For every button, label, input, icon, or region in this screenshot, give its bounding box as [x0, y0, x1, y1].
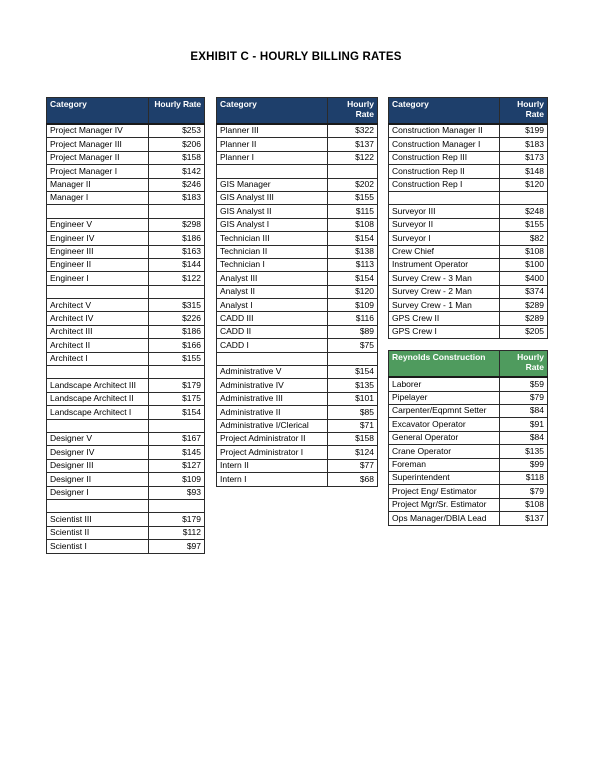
rate-cell: $154 — [328, 232, 378, 245]
rate-row — [389, 445, 548, 458]
rate-row — [47, 272, 205, 285]
rate-row — [217, 312, 378, 325]
category-cell — [47, 419, 149, 432]
page-title: EXHIBIT C - HOURLY BILLING RATES — [190, 51, 402, 63]
spacer-row — [47, 499, 205, 512]
rate-row — [217, 379, 378, 392]
rate-cell: $93 — [149, 486, 205, 499]
category-cell: Administrative IV — [217, 379, 328, 392]
rate-cell: $199 — [500, 124, 548, 138]
category-cell: Intern I — [217, 473, 328, 486]
rate-row — [47, 459, 205, 472]
category-cell: Construction Manager II — [389, 124, 500, 138]
rate-cell: $77 — [328, 459, 378, 472]
rate-cell: $120 — [500, 178, 548, 191]
category-cell: GIS Analyst III — [217, 191, 328, 204]
rate-row — [389, 512, 548, 525]
table-header-row — [217, 98, 378, 125]
rate-row — [47, 151, 205, 164]
rate-cell: $253 — [149, 124, 205, 138]
rate-row — [217, 473, 378, 486]
rate-cell: $99 — [500, 458, 548, 471]
category-cell — [47, 285, 149, 298]
rate-row — [47, 473, 205, 486]
rate-row — [47, 245, 205, 258]
rate-row — [217, 191, 378, 204]
rate-row — [217, 124, 378, 138]
category-cell: Planner I — [217, 151, 328, 164]
rate-cell: $109 — [328, 299, 378, 312]
rate-row — [389, 272, 548, 285]
rate-cell: $89 — [328, 325, 378, 338]
category-cell: Designer IV — [47, 446, 149, 459]
rate-cell: $175 — [149, 392, 205, 405]
rate-row — [389, 218, 548, 231]
billing-rates-table-1 — [46, 97, 205, 554]
billing-rates-table-3 — [388, 97, 548, 339]
rate-cell: $289 — [500, 312, 548, 325]
rate-cell: $186 — [149, 325, 205, 338]
rate-cell: $135 — [500, 445, 548, 458]
category-cell: Project Manager I — [47, 165, 149, 178]
rate-row — [47, 178, 205, 191]
category-cell: Engineer IV — [47, 232, 149, 245]
category-cell: Ops Manager/DBIA Lead — [389, 512, 500, 525]
rate-cell: $155 — [149, 352, 205, 365]
table-header-row — [389, 98, 548, 125]
category-cell: Technician III — [217, 232, 328, 245]
category-cell: Designer II — [47, 473, 149, 486]
rate-cell — [500, 191, 548, 204]
rate-cell: $315 — [149, 299, 205, 312]
category-cell: Survey Crew - 3 Man — [389, 272, 500, 285]
category-cell: Planner II — [217, 138, 328, 151]
reynolds-construction-header: Reynolds Construction — [389, 351, 500, 378]
rate-cell: $142 — [149, 165, 205, 178]
rate-row — [217, 325, 378, 338]
category-cell: Scientist I — [47, 540, 149, 553]
rate-cell: $167 — [149, 432, 205, 445]
rate-row — [217, 258, 378, 271]
rate-row — [389, 418, 548, 431]
rate-cell: $85 — [328, 406, 378, 419]
rate-row — [217, 392, 378, 405]
category-cell: Designer V — [47, 432, 149, 445]
rate-row — [47, 138, 205, 151]
rate-row — [47, 392, 205, 405]
category-cell: CADD III — [217, 312, 328, 325]
rate-row — [217, 178, 378, 191]
rate-cell: $155 — [500, 218, 548, 231]
category-cell: General Operator — [389, 431, 500, 444]
rate-cell: $202 — [328, 178, 378, 191]
rate-row — [217, 205, 378, 218]
rate-cell: $163 — [149, 245, 205, 258]
rate-cell: $226 — [149, 312, 205, 325]
rate-cell: $400 — [500, 272, 548, 285]
rate-row — [47, 486, 205, 499]
category-cell: Survey Crew - 1 Man — [389, 299, 500, 312]
billing-rates-table-2 — [216, 97, 378, 487]
rate-cell: $71 — [328, 419, 378, 432]
rate-cell: $179 — [149, 513, 205, 526]
rate-cell: $173 — [500, 151, 548, 164]
category-cell: Scientist III — [47, 513, 149, 526]
spacer-row — [47, 205, 205, 218]
rate-cell: $183 — [149, 191, 205, 204]
category-cell: Project Eng/ Estimator — [389, 485, 500, 498]
rate-cell: $179 — [149, 379, 205, 392]
category-cell: Project Administrator II — [217, 432, 328, 445]
rate-cell: $122 — [149, 272, 205, 285]
rate-cell — [328, 352, 378, 365]
category-cell: Crew Chief — [389, 245, 500, 258]
rate-cell: $112 — [149, 526, 205, 539]
table-header-row — [47, 98, 205, 125]
rate-cell: $116 — [328, 312, 378, 325]
rate-row — [217, 406, 378, 419]
rate-cell: $298 — [149, 218, 205, 231]
category-cell: Architect V — [47, 299, 149, 312]
rate-cell: $322 — [328, 124, 378, 138]
category-cell: Engineer III — [47, 245, 149, 258]
rate-cell: $59 — [500, 377, 548, 391]
category-cell: Surveyor III — [389, 205, 500, 218]
rate-cell: $137 — [328, 138, 378, 151]
rate-row — [47, 540, 205, 553]
rate-cell: $206 — [149, 138, 205, 151]
rate-cell: $108 — [328, 218, 378, 231]
category-cell: CADD I — [217, 339, 328, 352]
rate-row — [47, 526, 205, 539]
category-cell: Crane Operator — [389, 445, 500, 458]
category-cell — [217, 352, 328, 365]
category-cell: Excavator Operator — [389, 418, 500, 431]
rate-row — [389, 471, 548, 484]
rates-column-2 — [216, 97, 377, 487]
category-cell: Construction Rep I — [389, 178, 500, 191]
rate-cell: $100 — [500, 258, 548, 271]
category-cell: Foreman — [389, 458, 500, 471]
rate-cell: $138 — [328, 245, 378, 258]
rate-cell: $108 — [500, 245, 548, 258]
category-cell: Architect IV — [47, 312, 149, 325]
spacer-row — [217, 352, 378, 365]
category-cell: GIS Manager — [217, 178, 328, 191]
rate-row — [47, 513, 205, 526]
rate-row — [217, 232, 378, 245]
category-header: Category — [217, 98, 328, 125]
rate-row — [47, 299, 205, 312]
rate-cell: $79 — [500, 391, 548, 404]
rate-cell: $148 — [500, 165, 548, 178]
rate-cell — [149, 419, 205, 432]
rate-cell: $122 — [328, 151, 378, 164]
rate-row — [389, 151, 548, 164]
category-cell: Administrative II — [217, 406, 328, 419]
category-cell: Superintendent — [389, 471, 500, 484]
hourly-rate-header: Hourly Rate — [500, 351, 548, 378]
rate-cell: $186 — [149, 232, 205, 245]
rate-cell: $289 — [500, 299, 548, 312]
rate-cell: $127 — [149, 459, 205, 472]
hourly-rate-header: Hourly Rate — [149, 98, 205, 125]
category-cell: Scientist II — [47, 526, 149, 539]
rate-cell: $158 — [149, 151, 205, 164]
rate-row — [217, 151, 378, 164]
category-cell: Project Manager III — [47, 138, 149, 151]
rate-cell: $113 — [328, 258, 378, 271]
category-header: Category — [389, 98, 500, 125]
rate-row — [389, 124, 548, 138]
rate-row — [389, 285, 548, 298]
category-cell: Architect II — [47, 339, 149, 352]
rate-row — [389, 325, 548, 338]
rate-cell: $183 — [500, 138, 548, 151]
rate-row — [47, 432, 205, 445]
rate-cell: $246 — [149, 178, 205, 191]
category-cell: Survey Crew - 2 Man — [389, 285, 500, 298]
category-cell: GIS Analyst II — [217, 205, 328, 218]
rate-cell: $124 — [328, 446, 378, 459]
category-header: Category — [47, 98, 149, 125]
rate-row — [217, 299, 378, 312]
category-cell: Project Manager II — [47, 151, 149, 164]
category-cell: Project Manager IV — [47, 124, 149, 138]
category-cell: Construction Manager I — [389, 138, 500, 151]
rate-row — [217, 218, 378, 231]
reynolds-construction-table — [388, 350, 548, 525]
rate-cell: $109 — [149, 473, 205, 486]
rate-row — [217, 366, 378, 379]
rate-cell: $97 — [149, 540, 205, 553]
rate-cell: $120 — [328, 285, 378, 298]
category-cell: Engineer I — [47, 272, 149, 285]
spacer-row — [47, 366, 205, 379]
rate-row — [47, 312, 205, 325]
rate-row — [47, 165, 205, 178]
category-cell: Technician II — [217, 245, 328, 258]
category-cell: Designer III — [47, 459, 149, 472]
category-cell: Architect I — [47, 352, 149, 365]
category-cell: Pipelayer — [389, 391, 500, 404]
rate-row — [217, 459, 378, 472]
category-cell: Project Mgr/Sr. Estimator — [389, 498, 500, 511]
rate-row — [47, 124, 205, 138]
category-cell: Landscape Architect II — [47, 392, 149, 405]
rate-cell: $135 — [328, 379, 378, 392]
category-cell: Designer I — [47, 486, 149, 499]
rate-row — [47, 339, 205, 352]
category-cell: CADD II — [217, 325, 328, 338]
category-cell: Analyst I — [217, 299, 328, 312]
rate-row — [389, 498, 548, 511]
rate-row — [389, 299, 548, 312]
rate-row — [47, 325, 205, 338]
category-cell: Administrative V — [217, 366, 328, 379]
rate-row — [47, 218, 205, 231]
category-cell: Laborer — [389, 377, 500, 391]
rate-cell: $79 — [500, 485, 548, 498]
category-cell: Engineer V — [47, 218, 149, 231]
rate-cell: $75 — [328, 339, 378, 352]
rate-row — [389, 245, 548, 258]
rate-row — [217, 432, 378, 445]
category-cell: Engineer II — [47, 258, 149, 271]
category-cell: Construction Rep III — [389, 151, 500, 164]
rate-row — [389, 391, 548, 404]
category-cell — [47, 205, 149, 218]
rate-row — [217, 245, 378, 258]
rate-row — [389, 258, 548, 271]
rate-cell: $248 — [500, 205, 548, 218]
rates-column-1 — [46, 97, 204, 554]
rate-cell: $145 — [149, 446, 205, 459]
spacer-row — [217, 165, 378, 178]
rate-row — [47, 352, 205, 365]
rate-cell: $137 — [500, 512, 548, 525]
rate-row — [47, 258, 205, 271]
category-cell: Instrument Operator — [389, 258, 500, 271]
table-header-row — [389, 351, 548, 378]
rate-cell: $68 — [328, 473, 378, 486]
rate-cell: $154 — [328, 366, 378, 379]
rate-cell: $154 — [149, 406, 205, 419]
rate-cell: $91 — [500, 418, 548, 431]
spacer-row — [47, 419, 205, 432]
category-cell: GPS Crew I — [389, 325, 500, 338]
rate-cell: $154 — [328, 272, 378, 285]
rate-cell: $166 — [149, 339, 205, 352]
rate-cell: $84 — [500, 405, 548, 418]
rate-cell: $205 — [500, 325, 548, 338]
rate-cell: $115 — [328, 205, 378, 218]
category-cell: Administrative III — [217, 392, 328, 405]
rate-cell: $84 — [500, 431, 548, 444]
rate-row — [47, 406, 205, 419]
rate-row — [217, 285, 378, 298]
spacer-row — [47, 285, 205, 298]
rate-row — [389, 431, 548, 444]
rate-row — [389, 232, 548, 245]
rate-cell — [328, 165, 378, 178]
category-cell: Surveyor I — [389, 232, 500, 245]
rate-cell: $101 — [328, 392, 378, 405]
rate-cell: $155 — [328, 191, 378, 204]
category-cell: Surveyor II — [389, 218, 500, 231]
rate-cell — [149, 366, 205, 379]
category-cell: Manager I — [47, 191, 149, 204]
rate-cell: $108 — [500, 498, 548, 511]
rate-row — [47, 191, 205, 204]
rate-cell: $82 — [500, 232, 548, 245]
rate-row — [217, 339, 378, 352]
rates-column-3 — [388, 97, 547, 526]
rate-row — [389, 138, 548, 151]
rate-cell: $118 — [500, 471, 548, 484]
category-cell: GPS Crew II — [389, 312, 500, 325]
rate-row — [47, 232, 205, 245]
rate-row — [389, 165, 548, 178]
rate-row — [47, 379, 205, 392]
rate-cell — [149, 285, 205, 298]
rate-cell — [149, 205, 205, 218]
category-cell — [389, 191, 500, 204]
category-cell: Architect III — [47, 325, 149, 338]
rate-cell: $374 — [500, 285, 548, 298]
hourly-rate-header: Hourly Rate — [328, 98, 378, 125]
category-cell — [47, 499, 149, 512]
category-cell: Analyst II — [217, 285, 328, 298]
rate-row — [389, 458, 548, 471]
category-cell: Carpenter/Eqpmnt Setter — [389, 405, 500, 418]
category-cell: Technician I — [217, 258, 328, 271]
category-cell: Landscape Architect I — [47, 406, 149, 419]
rate-row — [389, 405, 548, 418]
category-cell: Construction Rep II — [389, 165, 500, 178]
category-cell — [217, 165, 328, 178]
rate-row — [389, 178, 548, 191]
rate-row — [47, 446, 205, 459]
category-cell: Landscape Architect III — [47, 379, 149, 392]
spacer-row — [389, 191, 548, 204]
rate-cell: $144 — [149, 258, 205, 271]
category-cell: Manager II — [47, 178, 149, 191]
rate-row — [389, 312, 548, 325]
rate-row — [389, 205, 548, 218]
category-cell: Project Administrator I — [217, 446, 328, 459]
category-cell: Planner III — [217, 124, 328, 138]
hourly-rate-header: Hourly Rate — [500, 98, 548, 125]
rate-row — [389, 485, 548, 498]
category-cell — [47, 366, 149, 379]
rate-row — [217, 272, 378, 285]
rate-cell — [149, 499, 205, 512]
rate-row — [217, 138, 378, 151]
rate-cell: $158 — [328, 432, 378, 445]
category-cell: Analyst III — [217, 272, 328, 285]
category-cell: Intern II — [217, 459, 328, 472]
category-cell: Administrative I/Clerical — [217, 419, 328, 432]
rate-row — [389, 377, 548, 391]
category-cell: GIS Analyst I — [217, 218, 328, 231]
rate-row — [217, 446, 378, 459]
rate-row — [217, 419, 378, 432]
